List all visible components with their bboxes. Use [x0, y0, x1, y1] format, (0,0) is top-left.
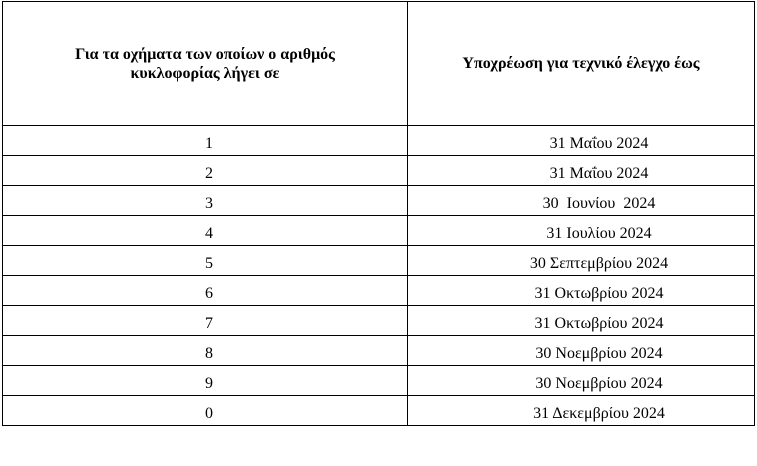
- deadline-date-cell: 31 Μαΐου 2024: [408, 156, 755, 186]
- table-row: [3, 156, 755, 186]
- table-row: [3, 216, 755, 246]
- table-row: [3, 336, 755, 366]
- plate-digit-cell: 7: [3, 306, 408, 336]
- table-row: [3, 276, 755, 306]
- plate-digit-cell: 0: [3, 396, 408, 426]
- inspection-schedule-table: [2, 1, 755, 426]
- table-row: [3, 186, 755, 216]
- plate-digit-cell: 4: [3, 216, 408, 246]
- table-row: [3, 396, 755, 426]
- plate-digit-cell: 8: [3, 336, 408, 366]
- table-row: [3, 246, 755, 276]
- deadline-date-cell: 30 Ιουνίου 2024: [408, 186, 755, 216]
- table-body: [3, 126, 755, 426]
- deadline-date-cell: 31 Οκτωβρίου 2024: [408, 306, 755, 336]
- plate-digit-cell: 9: [3, 366, 408, 396]
- header-inspection-deadline: Υποχρέωση για τεχνικό έλεγχο έως: [408, 2, 755, 126]
- plate-digit-cell: 2: [3, 156, 408, 186]
- plate-digit-cell: 6: [3, 276, 408, 306]
- header-row: [3, 2, 755, 126]
- deadline-date-cell: 31 Μαΐου 2024: [408, 126, 755, 156]
- table-row: [3, 126, 755, 156]
- table-header: [3, 2, 755, 126]
- table-row: [3, 366, 755, 396]
- header-plate-ending: Για τα οχήματα των οποίων ο αριθμός κυκλοφορίας λήγει σε: [3, 2, 408, 126]
- deadline-date-cell: 31 Δεκεμβρίου 2024: [408, 396, 755, 426]
- plate-digit-cell: 3: [3, 186, 408, 216]
- plate-digit-cell: 1: [3, 126, 408, 156]
- deadline-date-cell: 31 Ιουλίου 2024: [408, 216, 755, 246]
- plate-digit-cell: 5: [3, 246, 408, 276]
- table-row: [3, 306, 755, 336]
- deadline-date-cell: 31 Οκτωβρίου 2024: [408, 276, 755, 306]
- deadline-date-cell: 30 Νοεμβρίου 2024: [408, 336, 755, 366]
- deadline-date-cell: 30 Σεπτεμβρίου 2024: [408, 246, 755, 276]
- deadline-date-cell: 30 Νοεμβρίου 2024: [408, 366, 755, 396]
